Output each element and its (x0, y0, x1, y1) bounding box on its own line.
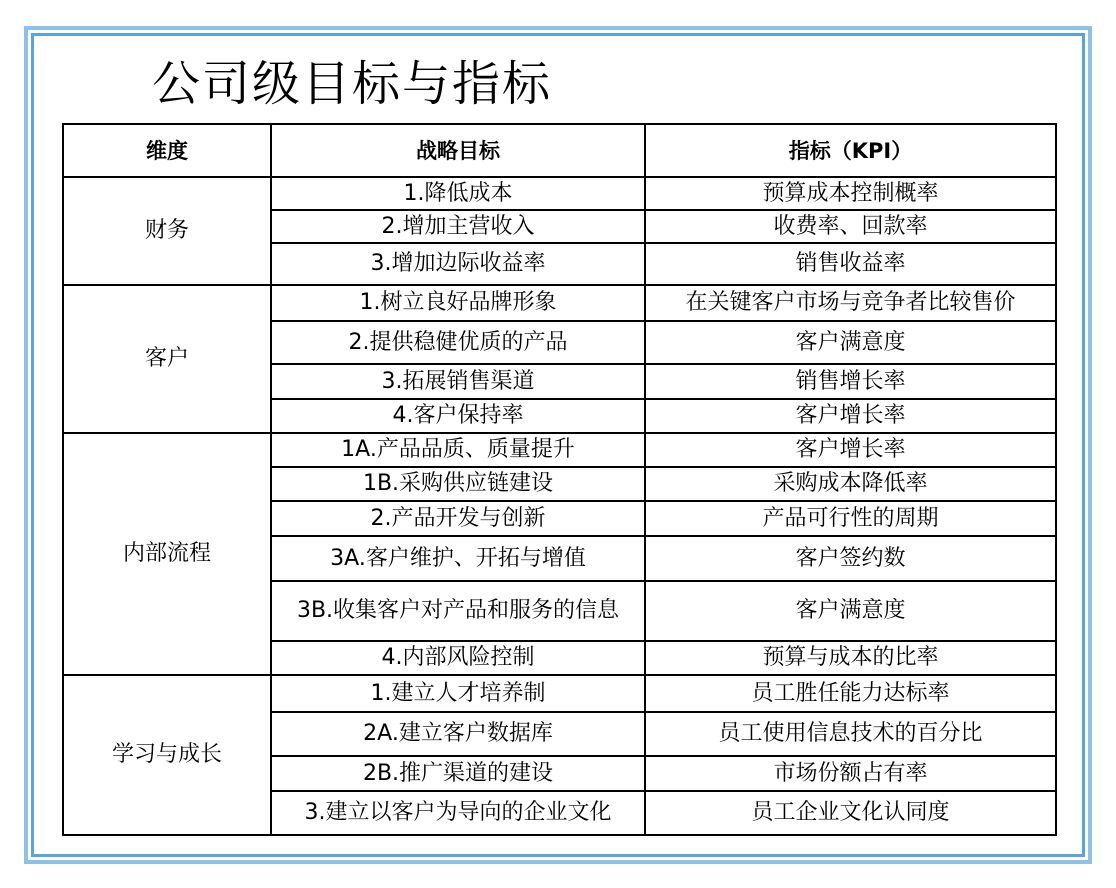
page-title: 公司级目标与指标 (152, 56, 553, 112)
kpi-cell: 产品可行性的周期 (645, 501, 1056, 536)
goal-cell: 3B.收集客户对产品和服务的信息 (271, 581, 645, 641)
kpi-cell: 客户满意度 (645, 321, 1056, 364)
kpi-cell: 员工胜任能力达标率 (645, 675, 1056, 712)
kpi-cell: 收费率、回款率 (645, 210, 1056, 243)
table-row (63, 285, 1056, 321)
goal-cell: 3A.客户维护、开拓与增值 (271, 536, 645, 581)
goal-cell: 2A.建立客户数据库 (271, 712, 645, 756)
kpi-cell: 销售收益率 (645, 243, 1056, 285)
kpi-cell: 采购成本降低率 (645, 467, 1056, 501)
goal-cell: 1B.采购供应链建设 (271, 467, 645, 501)
kpi-cell: 市场份额占有率 (645, 756, 1056, 791)
kpi-cell: 客户签约数 (645, 536, 1056, 581)
goal-cell: 4.内部风险控制 (271, 641, 645, 675)
header-row (63, 124, 1056, 177)
goal-cell: 3.增加边际收益率 (271, 243, 645, 285)
kpi-cell: 员工企业文化认同度 (645, 791, 1056, 835)
goal-cell: 1A.产品品质、质量提升 (271, 433, 645, 467)
goal-cell: 2.提供稳健优质的产品 (271, 321, 645, 364)
kpi-cell: 销售增长率 (645, 364, 1056, 399)
table-row (63, 177, 1056, 210)
table-row (63, 433, 1056, 467)
goal-cell: 3.拓展销售渠道 (271, 364, 645, 399)
dimension-cell: 客户 (63, 285, 271, 433)
kpi-cell: 客户增长率 (645, 399, 1056, 433)
dimension-cell: 内部流程 (63, 433, 271, 675)
kpi-cell: 在关键客户市场与竞争者比较售价 (645, 285, 1056, 321)
kpi-cell: 预算成本控制概率 (645, 177, 1056, 210)
header-kpi: 指标（KPI） (645, 124, 1056, 177)
goal-cell: 1.降低成本 (271, 177, 645, 210)
goal-cell: 1.建立人才培养制 (271, 675, 645, 712)
goal-cell: 2.增加主营收入 (271, 210, 645, 243)
goal-cell: 1.树立良好品牌形象 (271, 285, 645, 321)
goal-cell: 2.产品开发与创新 (271, 501, 645, 536)
dimension-cell: 学习与成长 (63, 675, 271, 835)
dimension-cell: 财务 (63, 177, 271, 285)
kpi-cell: 预算与成本的比率 (645, 641, 1056, 675)
table-row (63, 675, 1056, 712)
kpi-cell: 员工使用信息技术的百分比 (645, 712, 1056, 756)
header-goal: 战略目标 (271, 124, 645, 177)
kpi-table (62, 123, 1057, 836)
header-dimension: 维度 (63, 124, 271, 177)
goal-cell: 4.客户保持率 (271, 399, 645, 433)
kpi-cell: 客户增长率 (645, 433, 1056, 467)
goal-cell: 3.建立以客户为导向的企业文化 (271, 791, 645, 835)
goal-cell: 2B.推广渠道的建设 (271, 756, 645, 791)
kpi-cell: 客户满意度 (645, 581, 1056, 641)
